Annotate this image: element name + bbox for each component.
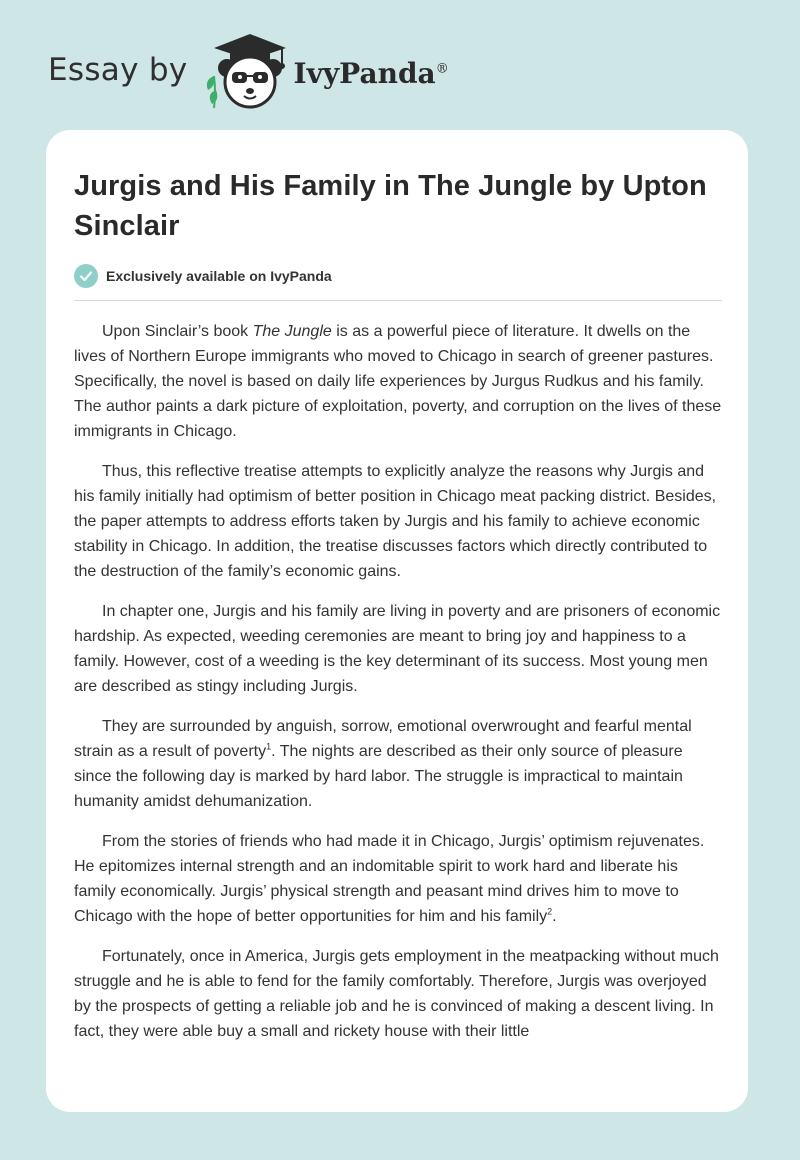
- footnote-ref-1[interactable]: 1: [266, 741, 272, 752]
- essay-by-label: Essay by: [48, 52, 188, 88]
- paragraph-2: Thus, this reflective treatise attempts to explicitly analyze the reasons why Jurgis and his family initially had optimism of better position in Chicago meat packing district. Besides, the paper attempts to address efforts taken by Jurgis and his family to achieve economic stability in Chicago. In addition, the treatise discusses factors which directly contributed to the destruction of the family’s economic gains.: [74, 463, 717, 580]
- essay-body: [74, 319, 722, 1044]
- registered-mark: ®: [435, 61, 449, 77]
- paragraph-6: Fortunately, once in America, Jurgis gets employment in the meatpacking without much struggle and he is able to fend for the family comfortably. Therefore, Jurgis was overjoyed by the prospects of getting a reliable job and he is convinced of making a descent living. In fact, they were able buy a small and rickety house with their little: [74, 948, 719, 1040]
- paragraph-5: From the stories of friends who had made it in Chicago, Jurgis’ optimism rejuvenates. He epitomizes internal strength and an indomitable spirit to work hard and liberate his family economically. Jurgis’ physical strength and peasant mind drives him to move to Chicago with the hope of better opportunities for him and his family$^2$.: [74, 833, 705, 925]
- site-header: [48, 30, 449, 110]
- page-title: Jurgis and His Family in The Jungle by Upton Sinclair: [74, 170, 707, 242]
- badge-text: Exclusively available on IvyPanda: [106, 268, 332, 284]
- essay-card: [46, 130, 748, 1112]
- exclusive-badge: [74, 264, 722, 301]
- brand-name[interactable]: IvyPanda®: [293, 56, 449, 90]
- paragraph-4: They are surrounded by anguish, sorrow, emotional overwrought and fearful mental strain as a result of poverty$^1$. The nights are described as their only source of pleasure since the following day is marked by hard labor. The struggle is impractical to maintain humanity amidst dehumanization.: [74, 718, 692, 810]
- check-icon: [74, 264, 98, 288]
- book-title: The Jungle: [252, 323, 332, 340]
- paragraph-1: Upon Sinclair’s book The Jungle is as a powerful piece of literature. It dwells on the lives of Northern Europe immigrants who moved to Chicago in search of greener pastures. Specifically, the novel is based on daily life experiences by Jurgus Rudkus and his family. The author paints a dark picture of exploitation, poverty, and corruption on the lives of these immigrants in Chicago.: [74, 323, 722, 440]
- footnote-ref-2[interactable]: 2: [547, 906, 553, 917]
- paragraph-3: In chapter one, Jurgis and his family are living in poverty and are prisoners of economic hardship. As expected, weeding ceremonies are meant to bring joy and happiness to a family. However, cost of a weeding is the key determinant of its success. Most young men are described as stingy including Jurgis.: [74, 603, 721, 695]
- panda-logo-icon[interactable]: [202, 30, 288, 110]
